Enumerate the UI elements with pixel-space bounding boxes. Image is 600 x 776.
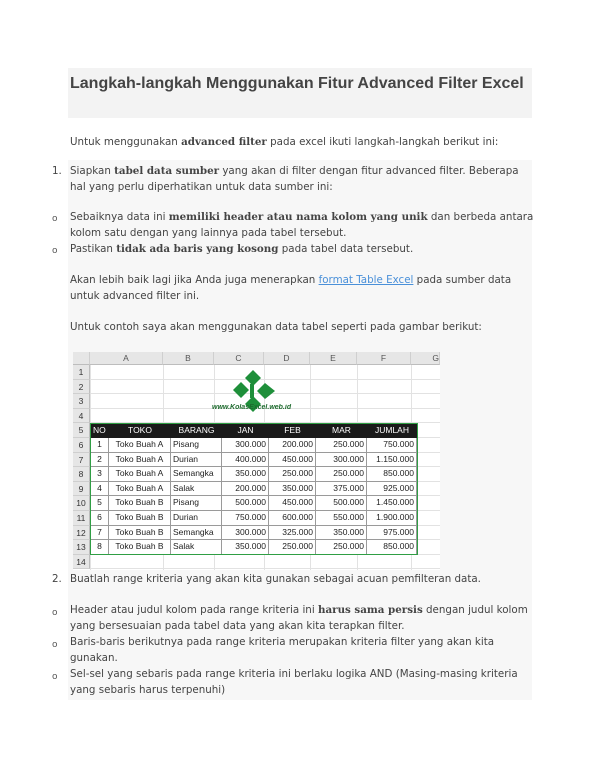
table-cell: 2 — [91, 453, 109, 468]
table-cell: 6 — [91, 511, 109, 526]
table-cell: Toko Buah A — [109, 482, 171, 497]
table-header-cell: BARANG — [171, 423, 222, 438]
bullet-marker: o — [52, 672, 58, 682]
table-cell: Pisang — [171, 496, 222, 511]
table-cell: Toko Buah B — [109, 496, 171, 511]
row-header: 14 — [73, 555, 90, 570]
bullet-1-2: Pastikan tidak ada baris yang kosong pada tabel data tersebut. — [70, 243, 414, 255]
table-cell: 750.000 — [222, 511, 269, 526]
table-cell: 350.000 — [269, 482, 316, 497]
table-cell: 4 — [91, 482, 109, 497]
bullet-marker: o — [52, 608, 58, 618]
table-cell: 250.000 — [269, 540, 316, 555]
table-cell: Durian — [171, 453, 222, 468]
table-cell: 300.000 — [222, 526, 269, 541]
table-header-cell: NO — [91, 423, 109, 438]
table-cell: 925.000 — [367, 482, 417, 497]
table-cell: 5 — [91, 496, 109, 511]
row-header: 4 — [73, 409, 90, 424]
corner-cell — [73, 352, 90, 365]
bullet-marker: o — [52, 246, 58, 256]
table-cell: 250.000 — [316, 540, 367, 555]
step-1-text: Siapkan tabel data sumber yang akan di filter dengan fitur advanced filter. Beberapa hal yang perlu diperhatikan untuk data sumber ini: — [70, 165, 519, 193]
table-cell: 1.900.000 — [367, 511, 417, 526]
column-header: E — [310, 352, 357, 365]
format-table-link[interactable]: format Table Excel — [318, 274, 414, 286]
table-cell: 500.000 — [316, 496, 367, 511]
grid-line — [90, 568, 440, 569]
column-header: B — [163, 352, 214, 365]
table-cell: Toko Buah A — [109, 453, 171, 468]
spreadsheet-image — [73, 352, 440, 570]
table-cell: 450.000 — [269, 496, 316, 511]
row-header: 6 — [73, 438, 90, 453]
table-cell: Toko Buah B — [109, 511, 171, 526]
table-cell: Toko Buah A — [109, 438, 171, 453]
table-header-cell: JUMLAH — [367, 423, 417, 438]
row-header: 9 — [73, 482, 90, 497]
row-header: 10 — [73, 496, 90, 511]
table-cell: Salak — [171, 482, 222, 497]
row-header: 11 — [73, 511, 90, 526]
example-paragraph: Untuk contoh saya akan menggunakan data tabel seperti pada gambar berikut: — [70, 321, 482, 333]
table-header-cell: MAR — [316, 423, 367, 438]
row-header: 3 — [73, 394, 90, 409]
table-cell: Toko Buah B — [109, 540, 171, 555]
table-cell: 350.000 — [316, 526, 367, 541]
table-cell: 300.000 — [222, 438, 269, 453]
table-cell: Semangka — [171, 467, 222, 482]
table-cell: 250.000 — [316, 467, 367, 482]
table-selection-border — [90, 423, 418, 554]
row-header: 1 — [73, 365, 90, 380]
table-cell: 325.000 — [269, 526, 316, 541]
table-cell: 850.000 — [367, 467, 417, 482]
table-cell: 350.000 — [222, 540, 269, 555]
table-cell: 975.000 — [367, 526, 417, 541]
table-cell: 250.000 — [269, 467, 316, 482]
table-cell: Toko Buah A — [109, 467, 171, 482]
table-cell: 1.150.000 — [367, 453, 417, 468]
table-cell: 350.000 — [222, 467, 269, 482]
table-cell: 300.000 — [316, 453, 367, 468]
bullet-2-2: Baris-baris berikutnya pada range kriteria merupakan kriteria filter yang akan kita gunakan. — [70, 636, 495, 664]
table-cell: 500.000 — [222, 496, 269, 511]
row-header: 7 — [73, 453, 90, 468]
column-header: F — [357, 352, 411, 365]
table-cell: 550.000 — [316, 511, 367, 526]
row-header: 12 — [73, 526, 90, 541]
table-cell: 200.000 — [269, 438, 316, 453]
step-1-number: 1. — [52, 165, 62, 177]
row-header: 8 — [73, 467, 90, 482]
bullet-2-1: Header atau judul kolom pada range kriteria ini harus sama persis dengan judul kolom yang bersesuaian pada tabel data yang akan kita terapkan filter. — [70, 604, 528, 632]
table-cell: 450.000 — [269, 453, 316, 468]
bullet-marker: o — [52, 214, 58, 224]
table-cell: 1.450.000 — [367, 496, 417, 511]
column-header: G — [411, 352, 440, 365]
bullet-2-3: Sel-sel yang sebaris pada range kriteria ini berlaku logika AND (Masing-masing kriteria yang sebaris harus terpenuhi) — [70, 668, 518, 696]
table-cell: 8 — [91, 540, 109, 555]
table-cell: 375.000 — [316, 482, 367, 497]
table-header-cell: TOKO — [109, 423, 171, 438]
bullet-1-1: Sebaiknya data ini memiliki header atau nama kolom yang unik dan berbeda antara kolom satu dengan yang lainnya pada tabel tersebut. — [70, 211, 534, 239]
row-header: 5 — [73, 423, 90, 438]
row-header: 13 — [73, 540, 90, 555]
bullet-marker: o — [52, 640, 58, 650]
table-header-cell: JAN — [222, 423, 269, 438]
step-2-number: 2. — [52, 573, 62, 585]
column-header: A — [90, 352, 163, 365]
row-header: 2 — [73, 380, 90, 395]
table-cell: 1 — [91, 438, 109, 453]
table-cell: Salak — [171, 540, 222, 555]
intro-paragraph: Untuk menggunakan advanced filter pada excel ikuti langkah-langkah berikut ini: — [70, 136, 499, 148]
column-header: C — [214, 352, 264, 365]
table-cell: 750.000 — [367, 438, 417, 453]
table-cell: Semangka — [171, 526, 222, 541]
table-cell: 3 — [91, 467, 109, 482]
table-cell: Pisang — [171, 438, 222, 453]
page-title: Langkah-langkah Menggunakan Fitur Advanced Filter Excel — [70, 75, 524, 92]
table-header-cell: FEB — [269, 423, 316, 438]
column-header: D — [264, 352, 310, 365]
logo-text: www.KolasExcel.web.id — [212, 404, 292, 411]
table-cell: 250.000 — [316, 438, 367, 453]
step-2-text: Buatlah range kriteria yang akan kita gunakan sebagai acuan pemfilteran data. — [70, 573, 481, 585]
table-cell: 600.000 — [269, 511, 316, 526]
table-cell: 200.000 — [222, 482, 269, 497]
table-cell: 400.000 — [222, 453, 269, 468]
table-cell: 850.000 — [367, 540, 417, 555]
table-cell: 7 — [91, 526, 109, 541]
table-cell: Toko Buah B — [109, 526, 171, 541]
note-paragraph: Akan lebih baik lagi jika Anda juga menerapkan format Table Excel pada sumber data untuk advanced filter ini. — [70, 274, 512, 302]
table-cell: Durian — [171, 511, 222, 526]
